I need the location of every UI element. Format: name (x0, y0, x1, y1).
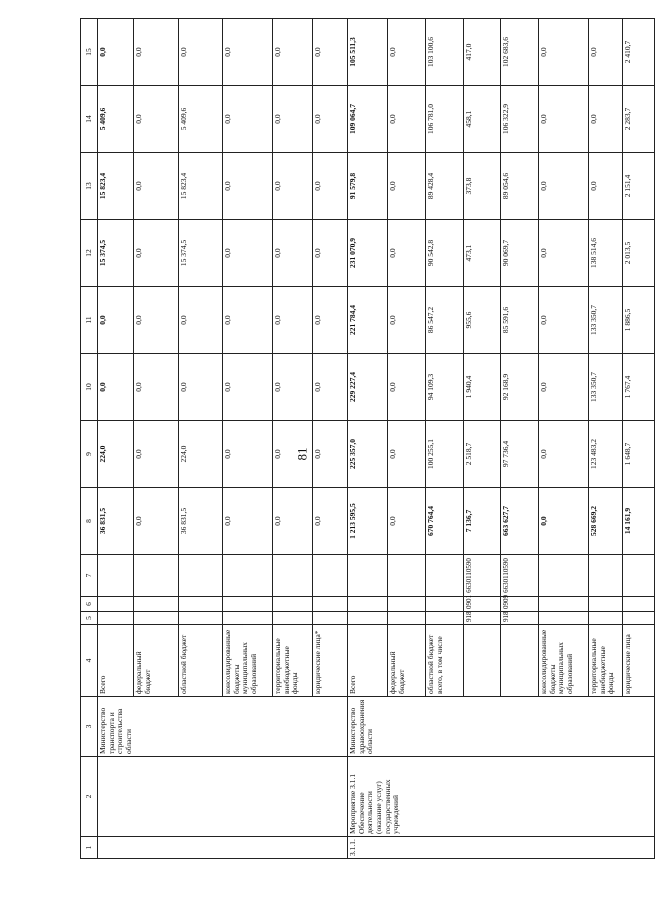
code-cell (179, 555, 223, 597)
value-cell: 0,0 (134, 421, 179, 488)
value-cell: 100 255,1 (426, 421, 464, 488)
value-cell: 0,0 (388, 86, 426, 153)
value-cell: 0,0 (313, 153, 348, 220)
value-cell: 15 823,4 (98, 153, 134, 220)
page-number: 81 (294, 447, 310, 461)
value-cell: 0,0 (134, 354, 179, 421)
code-cell (589, 597, 623, 612)
header-cell: 5 (81, 612, 98, 625)
value-cell: 224,0 (179, 421, 223, 488)
value-cell: 0,0 (313, 220, 348, 287)
value-cell: 5 409,6 (179, 86, 223, 153)
source-cell (464, 625, 501, 697)
header-cell: 4 (81, 625, 98, 697)
code-cell (348, 597, 388, 612)
value-cell: 0,0 (273, 86, 313, 153)
value-cell: 0,0 (589, 153, 623, 220)
source-cell: территориальные внебюджетные фонды (589, 625, 623, 697)
code-cell (623, 597, 655, 612)
value-cell: 0,0 (539, 153, 589, 220)
code-cell (134, 597, 179, 612)
value-cell: 85 591,6 (501, 287, 539, 354)
header-cell: 15 (81, 19, 98, 86)
value-cell: 0,0 (134, 86, 179, 153)
value-cell: 0,0 (388, 354, 426, 421)
value-cell: 15 823,4 (179, 153, 223, 220)
measure-cell: Мероприятие 3.1.1 Обеспечение деятельности (оказание услуг) государственных учреждений (348, 757, 655, 837)
header-cell: 1 (81, 837, 98, 859)
value-cell: 0,0 (134, 220, 179, 287)
code-cell: 0901 (464, 597, 501, 612)
value-cell: 0,0 (313, 488, 348, 555)
value-cell: 91 579,8 (348, 153, 388, 220)
value-cell: 0,0 (273, 287, 313, 354)
header-cell: 11 (81, 287, 98, 354)
code-cell (273, 597, 313, 612)
code-cell (223, 612, 273, 625)
value-cell: 1 648,7 (623, 421, 655, 488)
header-cell: 8 (81, 488, 98, 555)
code-cell (388, 597, 426, 612)
value-cell: 97 736,4 (501, 421, 539, 488)
code-cell (313, 555, 348, 597)
code-cell (273, 612, 313, 625)
value-cell: 109 064,7 (348, 86, 388, 153)
header-cell: 10 (81, 354, 98, 421)
code-cell (98, 612, 134, 625)
value-cell: 0,0 (539, 488, 589, 555)
code-cell (388, 555, 426, 597)
code-cell (589, 612, 623, 625)
value-cell: 0,0 (223, 220, 273, 287)
code-cell: 918 (501, 612, 539, 625)
source-cell: федеральный бюджет (388, 625, 426, 697)
value-cell: 0,0 (134, 153, 179, 220)
value-cell: 90 542,8 (426, 220, 464, 287)
code-cell (348, 612, 388, 625)
header-cell: 6 (81, 597, 98, 612)
value-cell: 231 070,9 (348, 220, 388, 287)
value-cell: 2 013,5 (623, 220, 655, 287)
header-cell: 13 (81, 153, 98, 220)
code-cell (623, 555, 655, 597)
item-number-cell: 3.1.1. (348, 837, 655, 859)
source-cell: областной бюджет (179, 625, 223, 697)
value-cell: 0,0 (313, 421, 348, 488)
code-cell (179, 612, 223, 625)
value-cell: 0,0 (273, 488, 313, 555)
value-cell: 0,0 (223, 153, 273, 220)
value-cell: 458,1 (464, 86, 501, 153)
value-cell: 0,0 (539, 19, 589, 86)
value-cell: 2 283,7 (623, 86, 655, 153)
value-cell: 103 100,6 (426, 19, 464, 86)
value-cell: 0,0 (313, 354, 348, 421)
code-cell (313, 597, 348, 612)
value-cell: 0,0 (273, 220, 313, 287)
code-cell (539, 597, 589, 612)
value-cell: 224,0 (98, 421, 134, 488)
value-cell: 0,0 (223, 488, 273, 555)
value-cell: 0,0 (313, 287, 348, 354)
code-cell (539, 555, 589, 597)
table-row (98, 19, 134, 859)
source-cell: консолидированные бюджеты муниципальных образований (223, 625, 273, 697)
header-cell: 12 (81, 220, 98, 287)
code-cell (348, 555, 388, 597)
code-cell: 918 (464, 612, 501, 625)
value-cell: 0,0 (388, 19, 426, 86)
header-cell: 2 (81, 757, 98, 837)
value-cell: 955,6 (464, 287, 501, 354)
value-cell: 133 350,7 (589, 354, 623, 421)
value-cell: 1 886,5 (623, 287, 655, 354)
code-cell (539, 612, 589, 625)
source-cell: консолидированные бюджеты муниципальных образований (539, 625, 589, 697)
value-cell: 0,0 (223, 19, 273, 86)
value-cell: 15 374,5 (179, 220, 223, 287)
value-cell: 0,0 (388, 153, 426, 220)
code-cell: 6630110590 (501, 555, 539, 597)
value-cell: 0,0 (313, 19, 348, 86)
value-cell: 0,0 (98, 287, 134, 354)
value-cell: 0,0 (179, 354, 223, 421)
value-cell: 2 518,7 (464, 421, 501, 488)
value-cell: 0,0 (134, 488, 179, 555)
value-cell: 0,0 (589, 86, 623, 153)
code-cell: 0909 (501, 597, 539, 612)
code-cell: 6630110590 (464, 555, 501, 597)
value-cell: 0,0 (134, 19, 179, 86)
source-cell: юридические лица* (313, 625, 348, 697)
value-cell: 2 151,4 (623, 153, 655, 220)
value-cell: 86 547,2 (426, 287, 464, 354)
code-cell (313, 612, 348, 625)
header-cell: 3 (81, 697, 98, 757)
source-cell: областной бюджет всего, в том числе (426, 625, 464, 697)
value-cell: 0,0 (313, 86, 348, 153)
value-cell: 89 054,6 (501, 153, 539, 220)
table-row (348, 19, 388, 859)
value-cell: 102 683,6 (501, 19, 539, 86)
value-cell: 0,0 (388, 488, 426, 555)
value-cell: 473,1 (464, 220, 501, 287)
source-cell: Всего (98, 625, 134, 697)
value-cell: 89 428,4 (426, 153, 464, 220)
value-cell: 138 514,6 (589, 220, 623, 287)
value-cell: 417,0 (464, 19, 501, 86)
code-cell (223, 555, 273, 597)
source-cell: федеральный бюджет (134, 625, 179, 697)
value-cell: 0,0 (539, 86, 589, 153)
item-number-cell (98, 837, 348, 859)
value-cell: 0,0 (589, 19, 623, 86)
value-cell: 133 350,7 (589, 287, 623, 354)
value-cell: 0,0 (134, 287, 179, 354)
code-cell (623, 612, 655, 625)
code-cell (179, 597, 223, 612)
value-cell: 0,0 (98, 19, 134, 86)
value-cell: 0,0 (273, 153, 313, 220)
value-cell: 373,8 (464, 153, 501, 220)
value-cell: 0,0 (273, 421, 313, 488)
code-cell (98, 555, 134, 597)
value-cell: 92 168,9 (501, 354, 539, 421)
code-cell (426, 597, 464, 612)
value-cell: 0,0 (273, 354, 313, 421)
value-cell: 14 161,9 (623, 488, 655, 555)
value-cell: 663 627,7 (501, 488, 539, 555)
value-cell: 5 409,6 (98, 86, 134, 153)
source-cell: Всего (348, 625, 388, 697)
value-cell: 0,0 (539, 287, 589, 354)
value-cell: 0,0 (388, 421, 426, 488)
source-cell: территориальные внебюджетные фонды (273, 625, 313, 697)
measure-cell (98, 757, 348, 837)
responsible-cell: Министерство транспорта и строительства области (98, 697, 348, 757)
value-cell: 36 831,5 (179, 488, 223, 555)
table-holder (80, 19, 632, 859)
header-row (81, 19, 98, 859)
value-cell: 528 669,2 (589, 488, 623, 555)
code-cell (98, 597, 134, 612)
code-cell (426, 555, 464, 597)
header-cell: 14 (81, 86, 98, 153)
value-cell: 0,0 (539, 354, 589, 421)
value-cell: 1 940,4 (464, 354, 501, 421)
code-cell (134, 555, 179, 597)
value-cell: 0,0 (223, 287, 273, 354)
value-cell: 0,0 (388, 220, 426, 287)
value-cell: 0,0 (179, 19, 223, 86)
value-cell: 106 781,0 (426, 86, 464, 153)
code-cell (589, 555, 623, 597)
value-cell: 0,0 (179, 287, 223, 354)
source-cell (501, 625, 539, 697)
value-cell: 105 511,3 (348, 19, 388, 86)
value-cell: 2 410,7 (623, 19, 655, 86)
responsible-cell: Министерство здравоохранения области (348, 697, 655, 757)
value-cell: 1 213 595,5 (348, 488, 388, 555)
header-cell: 9 (81, 421, 98, 488)
value-cell: 0,0 (539, 421, 589, 488)
value-cell: 221 784,4 (348, 287, 388, 354)
code-cell (426, 612, 464, 625)
value-cell: 0,0 (223, 421, 273, 488)
budget-table (80, 18, 655, 859)
value-cell: 123 483,2 (589, 421, 623, 488)
value-cell: 225 357,0 (348, 421, 388, 488)
value-cell: 0,0 (223, 86, 273, 153)
value-cell: 0,0 (388, 287, 426, 354)
value-cell: 1 767,4 (623, 354, 655, 421)
value-cell: 106 322,9 (501, 86, 539, 153)
value-cell: 0,0 (273, 19, 313, 86)
header-cell: 7 (81, 555, 98, 597)
code-cell (223, 597, 273, 612)
value-cell: 0,0 (223, 354, 273, 421)
code-cell (134, 612, 179, 625)
value-cell: 0,0 (539, 220, 589, 287)
value-cell: 90 069,7 (501, 220, 539, 287)
value-cell: 0,0 (98, 354, 134, 421)
source-cell: юридические лица (623, 625, 655, 697)
value-cell: 36 831,5 (98, 488, 134, 555)
value-cell: 670 764,4 (426, 488, 464, 555)
code-cell (273, 555, 313, 597)
value-cell: 15 374,5 (98, 220, 134, 287)
code-cell (388, 612, 426, 625)
value-cell: 229 227,4 (348, 354, 388, 421)
value-cell: 94 109,3 (426, 354, 464, 421)
value-cell: 7 136,7 (464, 488, 501, 555)
